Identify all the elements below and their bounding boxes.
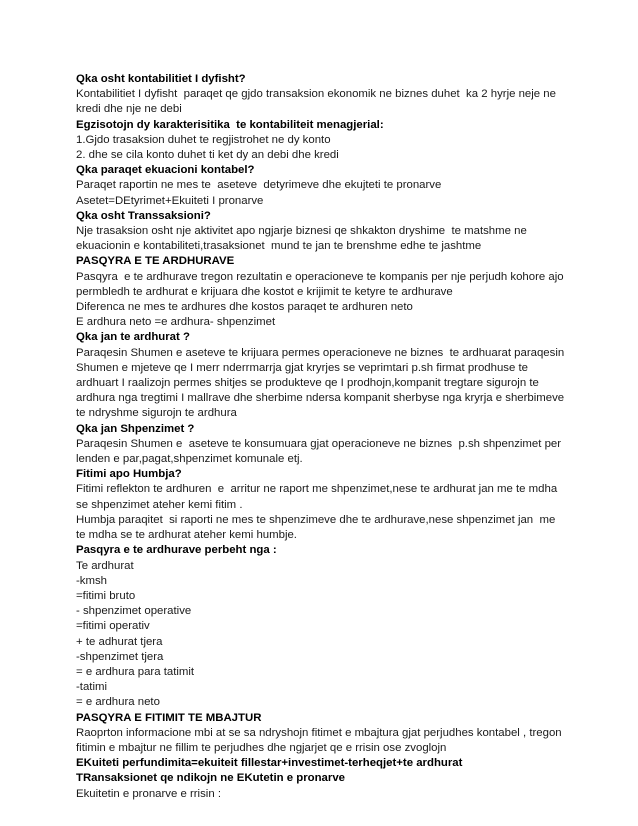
formula-accounting-equation: Asetet=DEtyrimet+Ekuiteti I pronarve — [76, 194, 264, 207]
paragraph-loss: Humbja paraqitet si raporti ne mes te shpenzimeve dhe te ardhurave,nese shpenzimet jan me te mdha se te ardhurat ateher kemi humbje. — [76, 513, 559, 542]
heading-owner-equity-transactions: TRansaksionet qe ndikojn ne EKutetin e pronarve — [76, 772, 345, 785]
list-item-characteristic-2: 2. dhe se cila konto duhet ti ket dy an debi dhe kredi — [76, 149, 339, 162]
heading-revenues: Qka jan te ardhurat ? — [76, 331, 190, 344]
list-item-revenues: Te ardhurat — [76, 559, 134, 572]
formula-net-income: E ardhura neto =e ardhura- shpenzimet — [76, 316, 276, 329]
list-item-income-before-tax: = e ardhura para tatimit — [76, 665, 195, 678]
heading-transaction: Qka osht Transsaksioni? — [76, 209, 211, 222]
list-item-gross-profit: =fitimi bruto — [76, 589, 136, 602]
heading-profit-or-loss: Fitimi apo Humbja? — [76, 468, 182, 481]
heading-characteristics: Egzisotojn dy karakterisitika te kontabiliteit menagjerial: — [76, 118, 384, 131]
list-item-other-expenses: -shpenzimet tjera — [76, 650, 164, 663]
heading-retained-earnings: PASQYRA E FITIMIT TE MBAJTUR — [76, 711, 262, 724]
heading-double-entry: Qka osht kontabilitiet I dyfisht? — [76, 73, 246, 85]
list-item-other-revenues: + te adhurat tjera — [76, 635, 163, 648]
heading-expenses: Qka jan Shpenzimet ? — [76, 422, 195, 435]
paragraph-income-statement: Pasqyra e te ardhurave tregon rezultatin e operacioneve te kompanis per nje perjudh kohore ajo permbledh te ardhurat e krijuara dhe kostot e krijimit te ketyre te ardhurave — [76, 270, 567, 298]
formula-ending-equity: EKuiteti perfundimita=ekuiteit fillestar+investimet-terheqjet+te ardhurat — [76, 757, 463, 770]
list-item-operating-profit: =fitimi operativ — [76, 620, 150, 633]
list-item-operating-expenses: - shpenzimet operative — [76, 605, 192, 618]
list-item-cogs: -kmsh — [76, 574, 108, 587]
heading-accounting-equation: Qka paraqet ekuacioni kontabel? — [76, 164, 255, 177]
list-item-net-income: = e ardhura neto — [76, 696, 160, 709]
list-item-characteristic-1: 1.Gjdo trasaksion duhet te regjistrohet ne dy konto — [76, 133, 331, 146]
paragraph-revenues: Paraqesin Shumen e aseteve te krijuara permes operacioneve ne biznes te ardhuarat paraqesin Shumen e mjeteve qe I merr nderrmarrja gjat kryrjes se veprimtari p.sh firmat prodhuse te ardhuart I raalizojn permes shitjes se produkteve qe I prodhojn,kompanit tregtare sigurojn te ardhura nga tregtimi I mallrave dhe sherbime ndersa kompanit sherbyse nga kryrja e sherbimeve te ndryshme sigurojn te ardhura — [76, 346, 568, 420]
paragraph-accounting-equation: Paraqet raportin ne mes te aseteve detyrimeve dhe ekujteti te pronarve — [76, 179, 442, 192]
paragraph-expenses: Paraqesin Shumen e aseteve te konsumuara gjat operacioneve ne biznes p.sh shpenzimet per lenden e par,pagat,shpenzimet komunale etj. — [76, 437, 565, 466]
paragraph-double-entry: Kontabilitiet I dyfisht paraqet qe gjdo transaksion ekonomik ne biznes duhet ka 2 hyrje neje ne kredi dhe nje ne debi — [76, 88, 560, 116]
paragraph-retained-earnings: Raoprton informacione mbi at se sa ndryshojn fitimet e mbajtura gjat perjudhes kontabel , tregon fitimin e mbajtur ne fillim te perjudhes dhe ngjarjet qe e rrisin ose zvoglojn — [76, 726, 565, 754]
paragraph-net-income-difference: Diferenca ne mes te ardhures dhe kostos paraqet te ardhuren neto — [76, 301, 413, 314]
paragraph-owner-equity-increase: Ekuitetin e pronarve e rrisin : — [76, 787, 221, 800]
document-body — [76, 72, 566, 802]
paragraph-transaction: Nje trasaksion osht nje aktivitet apo ngjarje biznesi qe shkakton dryshime te matshme ne ekuacionin e kontabiliteti,trasaksionet mund te jan te brenshme edhe te jashtme — [76, 225, 530, 253]
heading-income-statement-parts: Pasqyra e te ardhurave perbeht nga : — [76, 544, 277, 557]
list-item-tax: -tatimi — [76, 681, 108, 694]
heading-income-statement: PASQYRA E TE ARDHURAVE — [76, 255, 235, 268]
paragraph-profit: Fitimi reflekton te ardhuren e arritur ne raport me shpenzimet,nese te ardhurat jan me te mdha se shpenzimet ateher kemi fitim . — [76, 483, 561, 511]
